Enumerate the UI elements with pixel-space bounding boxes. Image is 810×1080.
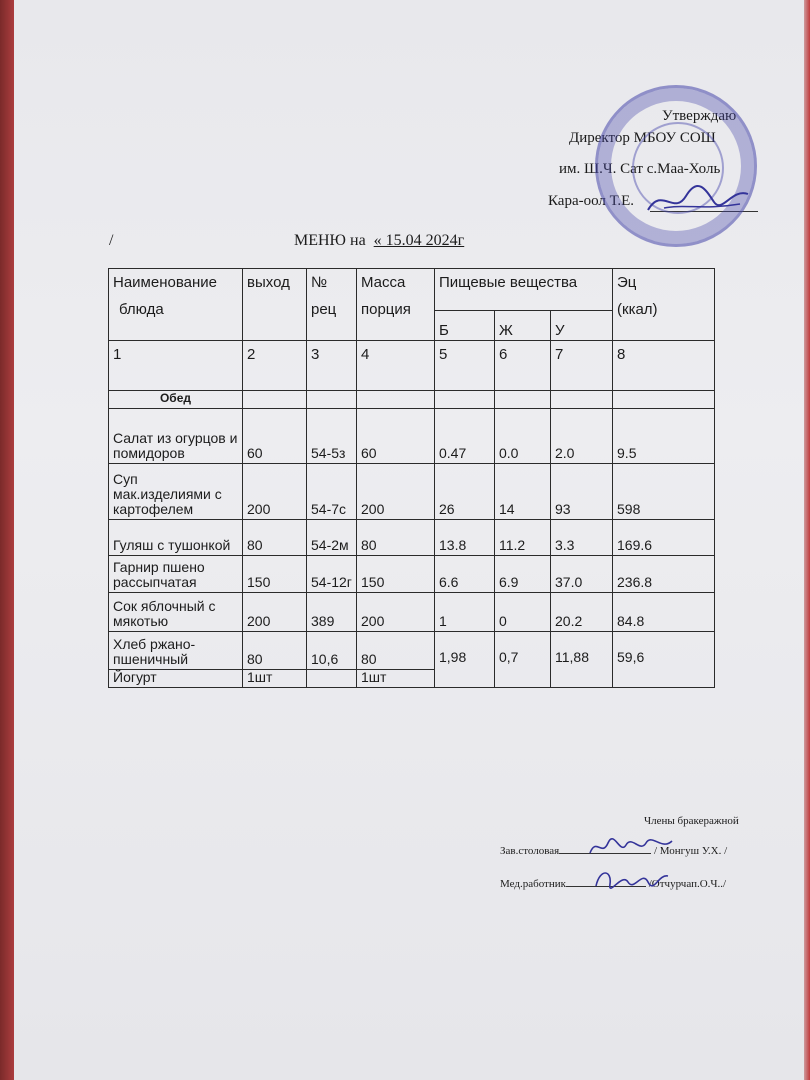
header-row-1 [109,269,715,311]
dish-output: 60 [243,409,307,464]
dish-name: Йогурт [109,670,243,688]
column-number: 7 [551,341,613,391]
dish-kcal: 84.8 [613,593,715,632]
header-energy-line2: (ккал) [617,301,658,318]
dish-zh: 0 [495,593,551,632]
dish-mass: 80 [357,632,435,670]
dish-output: 200 [243,593,307,632]
director-signature-icon [644,180,754,220]
dish-mass: 60 [357,409,435,464]
title-slash: / [109,232,114,249]
dish-zh: 0,7 [495,632,551,688]
dish-u: 20.2 [551,593,613,632]
column-number: 6 [495,341,551,391]
header-rec [307,269,357,341]
dish-b: 26 [435,464,495,520]
column-number: 3 [307,341,357,391]
menu-table [108,268,715,688]
dish-u: 2.0 [551,409,613,464]
dish-u: 11,88 [551,632,613,688]
header-name-line2: блюда [119,301,164,318]
column-number: 8 [613,341,715,391]
dish-name: Гарнир пшено рассыпчатая [109,556,243,593]
dish-output: 80 [243,632,307,670]
approval-line-3: им. Ш.Ч. Сат с.Маа-Холь [559,161,721,177]
header-energy [613,269,715,341]
dish-name: Салат из огурцов и помидоров [109,409,243,464]
dish-output: 80 [243,520,307,556]
dish-name: Суп мак.изделиями с картофелем [109,464,243,520]
dish-zh: 0.0 [495,409,551,464]
dish-u: 37.0 [551,556,613,593]
canteen-name: / Монгуш У.Х. / [653,845,728,857]
header-zh: Ж [495,311,551,341]
medic-label: Мед.работник [500,878,566,890]
dish-kcal: 169.6 [613,520,715,556]
dish-output: 200 [243,464,307,520]
header-mass [357,269,435,341]
table-row [109,464,715,520]
dish-kcal: 236.8 [613,556,715,593]
dish-mass: 80 [357,520,435,556]
table-row [109,556,715,593]
column-number: 4 [357,341,435,391]
canteen-label: Зав.столовая [500,845,560,857]
dish-output: 150 [243,556,307,593]
column-number: 1 [109,341,243,391]
dish-zh: 11.2 [495,520,551,556]
dish-name: Хлеб ржано-пшеничный [109,632,243,670]
dish-rec: 54-7с [307,464,357,520]
dish-mass: 150 [357,556,435,593]
dish-u: 3.3 [551,520,613,556]
dish-mass: 1шт [357,670,435,688]
header-b: Б [435,311,495,341]
header-output: выход [243,269,307,341]
table-row [109,632,715,670]
dish-rec: 10,6 [307,632,357,670]
title-date: « 15.04 2024г [373,232,465,249]
round-seal-stamp-icon [595,85,757,247]
dish-rec: 54-2м [307,520,357,556]
table-row [109,520,715,556]
dish-kcal: 9.5 [613,409,715,464]
dish-b: 6.6 [435,556,495,593]
dish-zh: 14 [495,464,551,520]
dish-kcal: 59,6 [613,632,715,688]
section-title: Обед [109,391,243,409]
commission-title: Члены бракеражной [644,815,739,827]
dish-output: 1шт [243,670,307,688]
header-energy-line1: Эц [617,274,637,291]
header-u: У [551,311,613,341]
column-number-row [109,341,715,391]
dish-b: 0.47 [435,409,495,464]
header-rec-line2: рец [311,301,337,318]
section-row [109,391,715,409]
dish-b: 1,98 [435,632,495,688]
column-number: 5 [435,341,495,391]
canteen-signature-icon [586,833,676,861]
medic-name: /Отчурчап.О.Ч../ [648,878,727,890]
dish-kcal: 598 [613,464,715,520]
dish-rec: 54-12г [307,556,357,593]
approval-line-4: Кара-оол Т.Е. [548,193,634,209]
dish-name: Сок яблочный с мякотью [109,593,243,632]
header-mass-line1: Масса [361,274,406,291]
header-rec-line1: № [311,274,328,291]
dish-b: 1 [435,593,495,632]
dish-rec: 54-5з [307,409,357,464]
dish-name: Гуляш с тушонкой [109,520,243,556]
header-mass-line2: порция [361,301,411,318]
approval-line-1: Утверждаю [662,108,737,124]
dish-rec: 389 [307,593,357,632]
dish-b: 13.8 [435,520,495,556]
medic-signature-icon [592,864,672,894]
table-row [109,409,715,464]
column-number: 2 [243,341,307,391]
header-name [109,269,243,341]
approval-line-2: Директор МБОУ СОШ [569,130,716,146]
table-row [109,593,715,632]
dish-u: 93 [551,464,613,520]
page-title [294,232,464,250]
menu-sheet [14,0,804,1080]
dish-mass: 200 [357,464,435,520]
header-name-line1: Наименование [113,274,217,291]
dish-mass: 200 [357,593,435,632]
dish-zh: 6.9 [495,556,551,593]
header-nutrients: Пищевые вещества [435,269,613,311]
dish-rec [307,670,357,688]
title-label: МЕНЮ на [294,232,366,249]
